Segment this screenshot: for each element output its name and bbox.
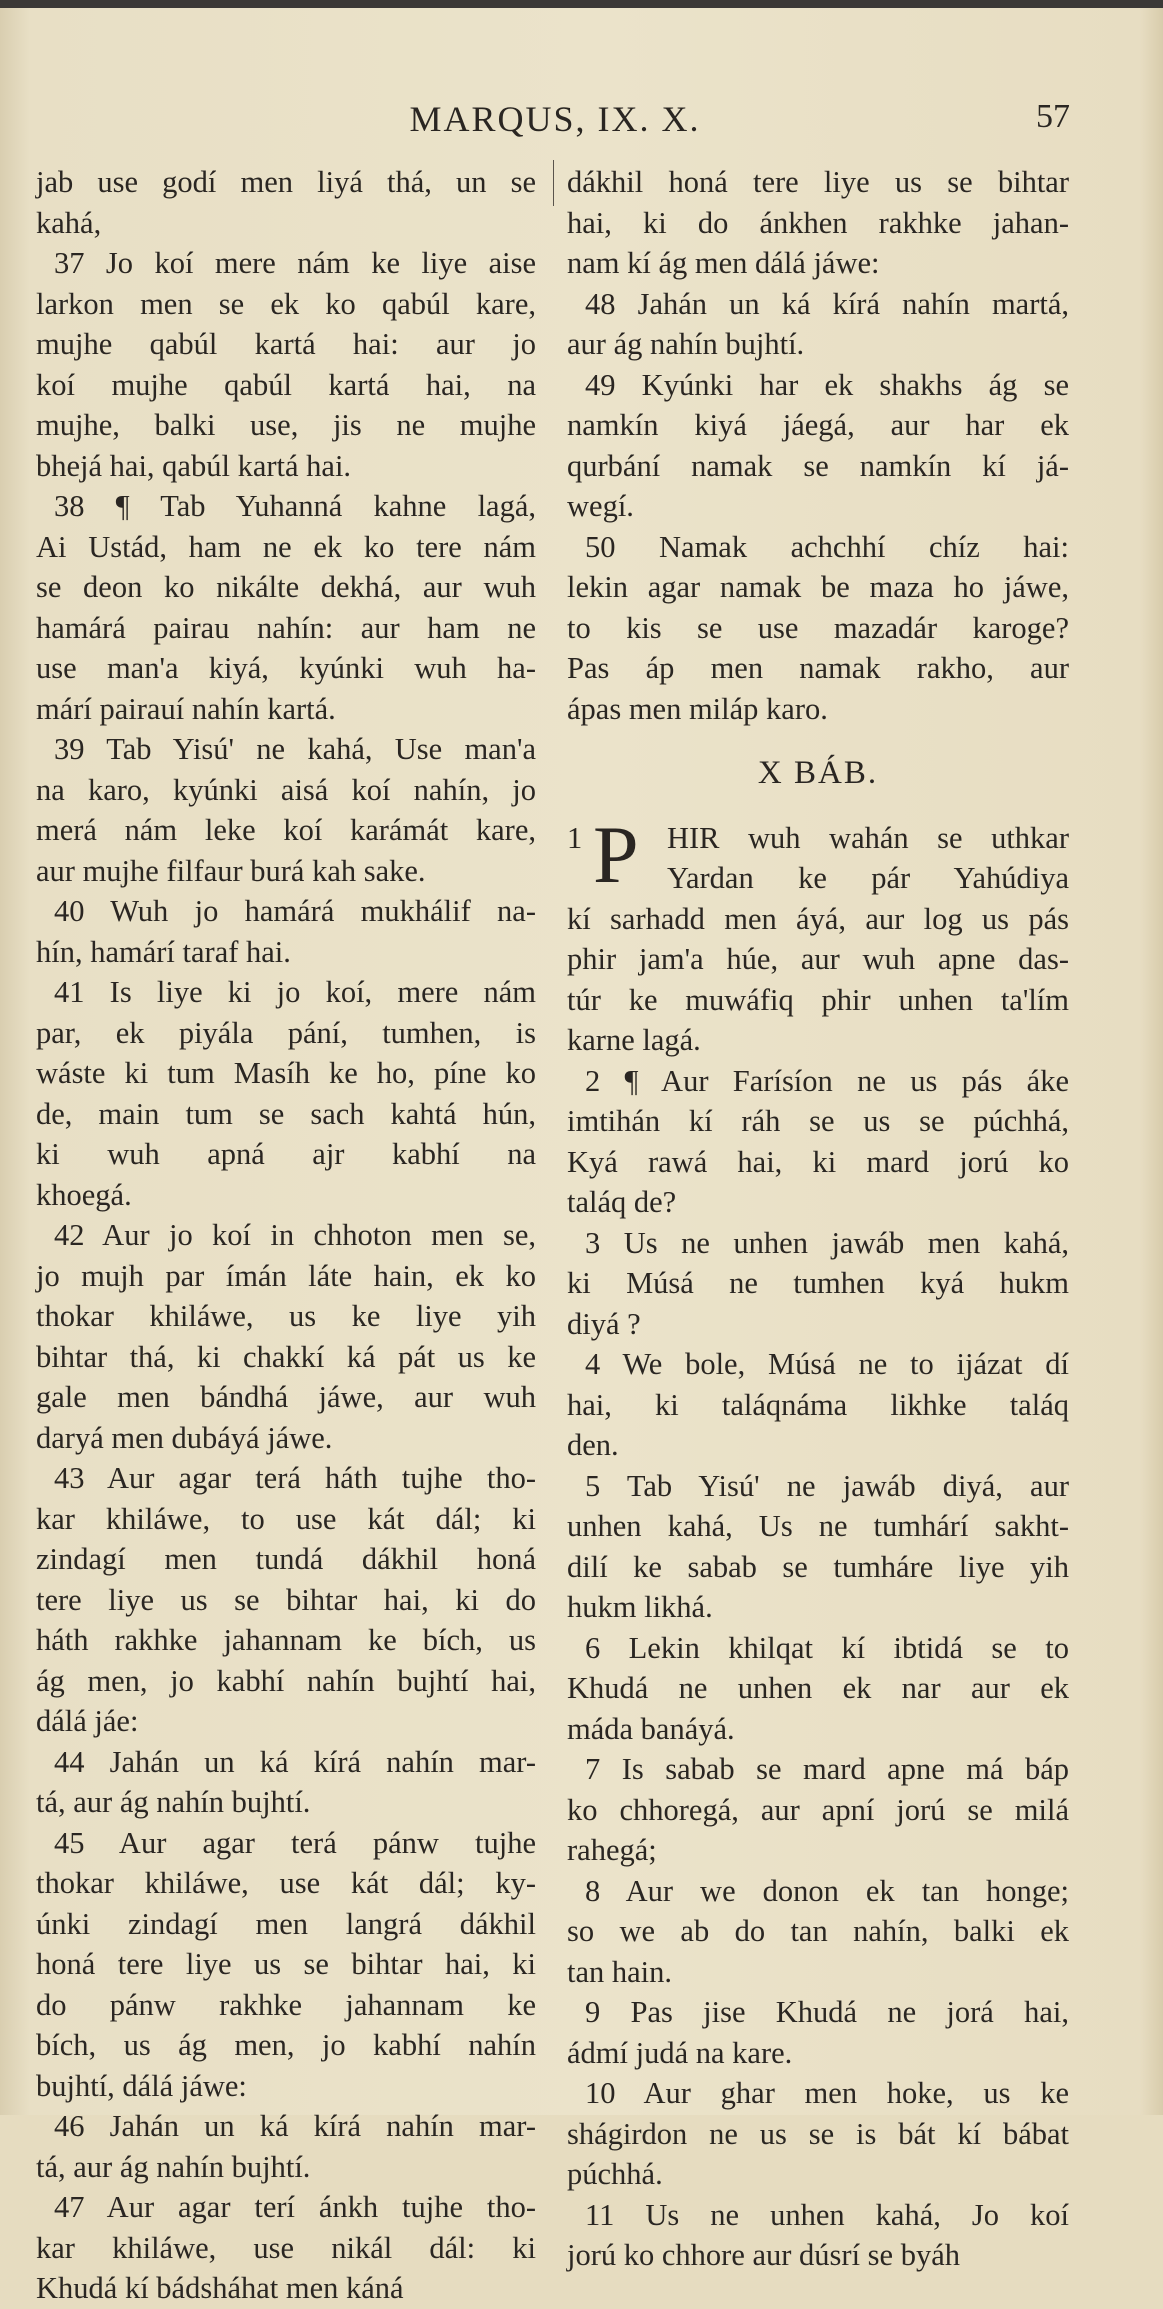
- verse-1-line-2-text: Yardan ke pár Yahúdiya: [667, 861, 1069, 895]
- verse-1-number: 1: [567, 820, 583, 855]
- left-column-text-line: aur mujhe filfaur burá kah sake.: [36, 853, 426, 888]
- right-column-text-line: den.: [567, 1428, 619, 1462]
- right-column-text-line: hai, ki do ánkhen rakhke jahan-: [567, 205, 1069, 240]
- right-column-text-line: phir jam'a húe, aur wuh apne das-: [567, 942, 1069, 976]
- right-column-text-line: to kis se use mazadár karoge?: [567, 610, 1069, 645]
- page-header: [40, 98, 1070, 148]
- right-column-text-line: dákhil honá tere liye us se bihtar: [567, 165, 1069, 199]
- right-column-text-line: hai, ki taláqnáma likhke taláq: [567, 1387, 1069, 1422]
- left-column-text-line: dálá jáe:: [36, 1704, 139, 1738]
- left-column-text-line: 45 Aur agar terá pánw tujhe: [54, 1825, 536, 1860]
- right-column: [567, 162, 1069, 2276]
- left-column-text-line: mujhe, balki use, jis ne mujhe: [36, 408, 536, 442]
- left-column-text-line: 40 Wuh jo hamárá mukhálif na-: [54, 894, 536, 928]
- left-column-text-line: hamárá pairau nahín: aur ham ne: [36, 610, 536, 645]
- right-column-text-line: aur ág nahín bujhtí.: [567, 327, 805, 361]
- right-column-text-line: Pas áp men namak rakho, aur: [567, 651, 1069, 685]
- right-column-text-line: 8 Aur we donon ek tan honge;: [585, 1873, 1069, 1908]
- left-column-text-line: Ai Ustád, ham ne ek ko tere nám: [36, 529, 536, 564]
- right-column-text-line: karne lagá.: [567, 1023, 701, 1057]
- left-column-text-line: ki wuh apná ajr kabhí na: [36, 1137, 536, 1171]
- right-column-text-line: máda banáyá.: [567, 1711, 735, 1746]
- left-column-text-line: 37 Jo koí mere nám ke liye aise: [54, 246, 536, 280]
- left-column-text-line: zindagí men tundá dákhil honá: [36, 1542, 536, 1576]
- left-column-text-line: do pánw rakhke jahannam ke: [36, 1987, 536, 2022]
- right-column-text-line: dilí ke sabab se tumháre liye yih: [567, 1549, 1069, 1584]
- right-column-text-line: 3 Us ne unhen jawáb men kahá,: [585, 1225, 1069, 1260]
- left-column-text-line: únki zindagí men langrá dákhil: [36, 1906, 536, 1941]
- left-column-text-line: ág men, jo kabhí nahín bujhtí hai,: [36, 1663, 536, 1698]
- right-column-text-line: hukm likhá.: [567, 1590, 713, 1624]
- left-column-text-line: jo mujh par ímán láte hain, ek ko: [36, 1258, 536, 1293]
- right-column-text-line: ki Músá ne tumhen kyá hukm: [567, 1266, 1069, 1300]
- verse-1-line-1-text: HIR wuh wahán se uthkar: [667, 820, 1069, 855]
- left-column-text-line: 44 Jahán un ká kírá nahín mar-: [54, 1744, 536, 1779]
- right-column-text-line: nam kí ág men dálá jáwe:: [567, 246, 880, 280]
- right-column-text-line: so we ab do tan nahín, balki ek: [567, 1914, 1069, 1948]
- right-column-text-after: [567, 899, 1069, 2276]
- left-column-text-line: kar khiláwe, use nikál dál: ki: [36, 2230, 536, 2265]
- left-column: [36, 162, 536, 2309]
- right-column-text-line: jorú ko chhore aur dúsrí se byáh: [567, 2238, 961, 2272]
- right-column-text-line: 5 Tab Yisú' ne jawáb diyá, aur: [585, 1468, 1069, 1503]
- left-column-text-line: kar khiláwe, to use kát dál; ki: [36, 1501, 536, 1536]
- left-column-text-line: merá nám leke koí karámát kare,: [36, 813, 536, 847]
- left-column-text-line: na karo, kyúnki aisá koí nahín, jo: [36, 772, 536, 807]
- right-column-text-line: 48 Jahán un ká kírá nahín martá,: [585, 286, 1069, 321]
- left-column-text-line: thokar khiláwe, us ke liye yih: [36, 1299, 536, 1333]
- left-column-text-line: 46 Jahán un ká kírá nahín mar-: [54, 2109, 536, 2143]
- verse-1-line-2: [567, 858, 1069, 899]
- column-divider: [553, 160, 554, 206]
- scan-edge: [0, 0, 1163, 8]
- left-column-text-line: Khudá kí bádsháhat men káná: [36, 2271, 404, 2305]
- right-column-text-line: 49 Kyúnki har ek shakhs ág se: [585, 367, 1069, 402]
- left-column-text-line: se deon ko nikálte dekhá, aur wuh: [36, 570, 536, 604]
- right-column-text-line: lekin agar namak be maza ho jáwe,: [567, 570, 1069, 604]
- left-column-text-line: honá tere liye us se bihtar hai, ki: [36, 1947, 536, 1981]
- left-column-text-line: wáste ki tum Masíh ke ho, píne ko: [36, 1056, 536, 1090]
- right-column-text-line: 7 Is sabab se mard apne má báp: [585, 1752, 1069, 1786]
- right-column-text-line: 10 Aur ghar men hoke, us ke: [585, 2076, 1069, 2110]
- left-column-text-line: bihtar thá, ki chakkí ká pát us ke: [36, 1339, 536, 1374]
- right-column-text-line: imtihán kí ráh se us se púchhá,: [567, 1104, 1069, 1138]
- left-column-text-line: márí pairauí nahín kartá.: [36, 691, 336, 726]
- right-column-text-line: ádmí judá na kare.: [567, 2035, 793, 2070]
- right-column-text-line: taláq de?: [567, 1185, 677, 1219]
- right-column-text-line: 50 Namak achchhí chíz hai:: [585, 529, 1069, 564]
- left-column-text-line: kahá,: [36, 205, 102, 240]
- right-column-text-line: kí sarhadd men áyá, aur log us pás: [567, 901, 1069, 936]
- left-column-text-line: par, ek piyála pání, tumhen, is: [36, 1015, 536, 1050]
- right-column-text-line: 6 Lekin khilqat kí ibtidá se to: [585, 1630, 1069, 1665]
- left-column-text-line: tere liye us se bihtar hai, ki do: [36, 1582, 536, 1617]
- left-column-text-line: larkon men se ek ko qabúl kare,: [36, 286, 536, 321]
- left-column-text-line: tá, aur ág nahín bujhtí.: [36, 1785, 311, 1819]
- left-column-text-line: háth rakhke jahannam ke bích, us: [36, 1623, 536, 1657]
- left-column-text-line: use man'a kiyá, kyúnki wuh ha-: [36, 651, 536, 685]
- right-column-text-line: 2 ¶ Aur Farísíon ne us pás áke: [585, 1063, 1069, 1098]
- left-column-text-line: 47 Aur agar terí ánkh tujhe tho-: [54, 2190, 536, 2224]
- left-column-text-line: tá, aur ág nahín bujhtí.: [36, 2149, 311, 2184]
- drop-cap: P: [593, 808, 639, 900]
- left-column-text-line: de, main tum se sach kahtá hún,: [36, 1096, 536, 1131]
- left-column-text-line: bích, us ág men, jo kabhí nahín: [36, 2028, 536, 2062]
- left-column-text-line: mujhe qabúl kartá hai: aur jo: [36, 327, 536, 361]
- right-column-text-line: diyá ?: [567, 1306, 641, 1341]
- left-column-text-line: thokar khiláwe, use kát dál; ky-: [36, 1866, 536, 1900]
- running-title: MARQUS, IX. X.: [409, 99, 701, 139]
- left-column-text-line: 38 ¶ Tab Yuhanná kahne lagá,: [54, 489, 536, 523]
- right-column-text-line: namkín kiyá jáegá, aur har ek: [567, 408, 1069, 442]
- right-column-text-line: púchhá.: [567, 2157, 663, 2191]
- right-column-text-line: qurbání namak se namkín kí já-: [567, 448, 1069, 483]
- right-column-text-line: 9 Pas jise Khudá ne jorá hai,: [585, 1995, 1069, 2029]
- right-column-text-line: Kyá rawá hai, ki mard jorú ko: [567, 1144, 1069, 1179]
- right-column-text-line: ko chhoregá, aur apní jorú se milá: [567, 1792, 1069, 1827]
- left-column-text-line: hín, hamárí taraf hai.: [36, 934, 291, 969]
- right-column-text-line: rahegá;: [567, 1833, 657, 1867]
- left-column-text-line: 42 Aur jo koí in chhoton men se,: [54, 1218, 536, 1252]
- right-column-text-line: 11 Us ne unhen kahá, Jo koí: [585, 2197, 1069, 2232]
- page-number: 57: [1036, 98, 1070, 135]
- right-column-text-line: shágirdon ne us se is bát kí bábat: [567, 2116, 1069, 2151]
- right-column-text-line: túr ke muwáfiq phir unhen ta'lím: [567, 982, 1069, 1017]
- right-column-text-line: Khudá ne unhen ek nar aur ek: [567, 1671, 1069, 1705]
- left-column-text-line: gale men bándhá jáwe, aur wuh: [36, 1380, 536, 1414]
- right-column-text-line: tan hain.: [567, 1954, 673, 1989]
- chapter-heading: X BÁB.: [757, 755, 879, 791]
- right-column-text-line: unhen kahá, Us ne tumhárí sakht-: [567, 1509, 1069, 1543]
- left-column-text-line: daryá men dubáyá jáwe.: [36, 1420, 333, 1455]
- left-column-text-line: 41 Is liye ki jo koí, mere nám: [54, 975, 536, 1009]
- left-column-text-line: bhejá hai, qabúl kartá hai.: [36, 448, 352, 483]
- right-column-text-line: 4 We bole, Músá ne to ijázat dí: [585, 1347, 1069, 1381]
- left-column-text-line: 43 Aur agar terá háth tujhe tho-: [54, 1461, 536, 1495]
- right-column-text-before: [567, 162, 1069, 729]
- right-column-text-line: wegí.: [567, 489, 634, 523]
- left-column-text-line: khoegá.: [36, 1177, 132, 1212]
- left-column-text-line: jab use godí men liyá thá, un se: [36, 165, 536, 199]
- right-column-text-line: ápas men miláp karo.: [567, 691, 828, 726]
- left-column-text-line: koí mujhe qabúl kartá hai, na: [36, 367, 536, 402]
- left-column-text-line: bujhtí, dálá jáwe:: [36, 2068, 247, 2103]
- left-column-text-line: 39 Tab Yisú' ne kahá, Use man'a: [54, 732, 536, 766]
